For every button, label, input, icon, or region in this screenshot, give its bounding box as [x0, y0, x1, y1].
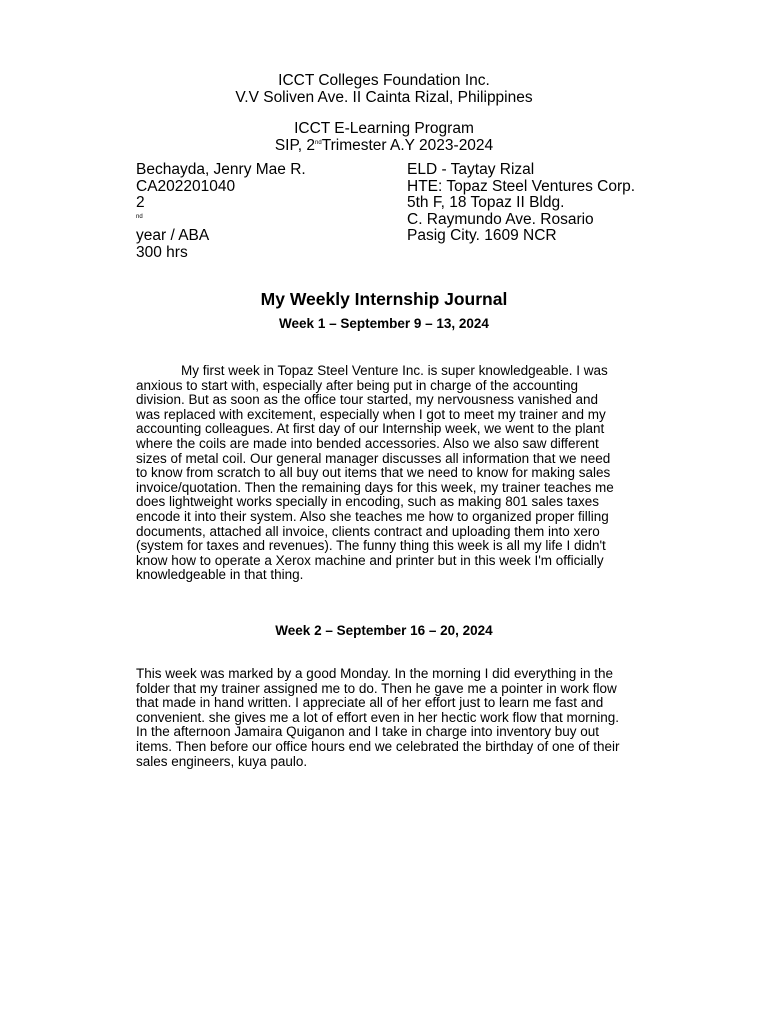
week2-line: that made in hand written. I appreciate all of her effort just to learn me fast and — [136, 695, 604, 711]
week2-line: In the afternoon Jamaira Quiganon and I take in charge into inventory buy out — [136, 724, 600, 740]
week1-line: anxious to start with, especially after being put in charge of the accounting — [136, 377, 579, 393]
week1-line: was replaced with excitement, especially when I got to meet my trainer and my — [136, 406, 606, 422]
student-info — [136, 162, 306, 261]
institution-name: ICCT Colleges Foundation Inc. — [278, 72, 490, 89]
institution-address: V.V Soliven Ave. II Cainta Rizal, Philippines — [235, 89, 533, 106]
institution-header — [0, 72, 768, 106]
student-year-ordinal: nd — [136, 213, 143, 220]
week1-heading: Week 1 – September 9 – 13, 2024 — [279, 316, 489, 331]
week1-line: knowledgeable in that thing. — [136, 567, 304, 583]
program-header — [0, 120, 768, 154]
week1-line: to know from scratch to all buy out items that we need to know for making sales — [136, 465, 611, 481]
placement-address-2: C. Raymundo Ave. Rosario — [407, 210, 594, 228]
student-year — [136, 195, 306, 245]
placement-hte: HTE: Topaz Steel Ventures Corp. — [407, 177, 636, 195]
week1-line: documents, attached all invoice, clients contract and uploading them into xero — [136, 523, 600, 539]
week1-paragraph — [136, 364, 708, 583]
student-name: Bechayda, Jenry Mae R. — [136, 161, 306, 178]
week2-line: folder that my trainer assigned me to do. Then he gave me a pointer in work flow — [136, 680, 617, 696]
week1-line: division. But as soon as the office tour started, my nervousness vanished and — [136, 392, 599, 408]
week2-line: This week was marked by a good Monday. In the morning I did everything in the — [136, 666, 614, 681]
program-term-prefix: SIP, 2 — [274, 137, 316, 154]
week1-line: where the coils are made into bended accessories. Also we also saw different — [136, 435, 599, 451]
program-term-ordinal: nd — [315, 140, 322, 146]
week2-line: sales engineers, kuya paulo. — [136, 753, 308, 769]
student-year-number: 2 — [136, 194, 145, 211]
week2-line: items. Then before our office hours end we celebrated the birthday of one of their — [136, 738, 620, 754]
week1-line: (system for taxes and revenues). The funny thing this week is all my life I didn't — [136, 538, 606, 554]
week1-line: does lightweight works specially in encoding, such as making 801 sales taxes — [136, 494, 600, 510]
program-term — [0, 137, 768, 154]
week1-line: sizes of metal coil. Our general manager discusses all information that we need — [136, 450, 611, 466]
journal-title: My Weekly Internship Journal — [260, 289, 508, 309]
placement-address-1: 5th F, 18 Topaz II Bldg. — [407, 194, 565, 211]
placement-eld: ELD - Taytay Rizal — [407, 161, 535, 178]
week1-line: accounting colleagues. At first day of our Internship week, we went to the plant — [136, 421, 605, 437]
student-hours: 300 hrs — [136, 243, 188, 261]
week2-line: convenient. she gives me a lot of effort even in her hectic work flow that morning. — [136, 709, 620, 725]
week1-line: invoice/quotation. Then the remaining days for this week, my trainer teaches me — [136, 479, 614, 495]
student-year-course: year / ABA — [136, 227, 210, 244]
program-name: ICCT E-Learning Program — [294, 120, 474, 137]
placement-address-3: Pasig City. 1609 NCR — [407, 227, 557, 244]
week2-heading: Week 2 – September 16 – 20, 2024 — [275, 623, 493, 638]
week1-line: know how to operate a Xerox machine and printer but in this week I'm officially — [136, 552, 604, 568]
week1-line: My first week in Topaz Steel Venture Inc. is super knowledgeable. I was — [181, 363, 608, 378]
student-id: CA202201040 — [136, 177, 236, 195]
placement-info — [407, 162, 635, 245]
week2-paragraph — [136, 667, 708, 769]
program-term-suffix: Trimester A.Y 2023-2024 — [321, 137, 494, 154]
week1-line: encode it into their system. Also she teaches me how to organized proper filling — [136, 508, 609, 524]
